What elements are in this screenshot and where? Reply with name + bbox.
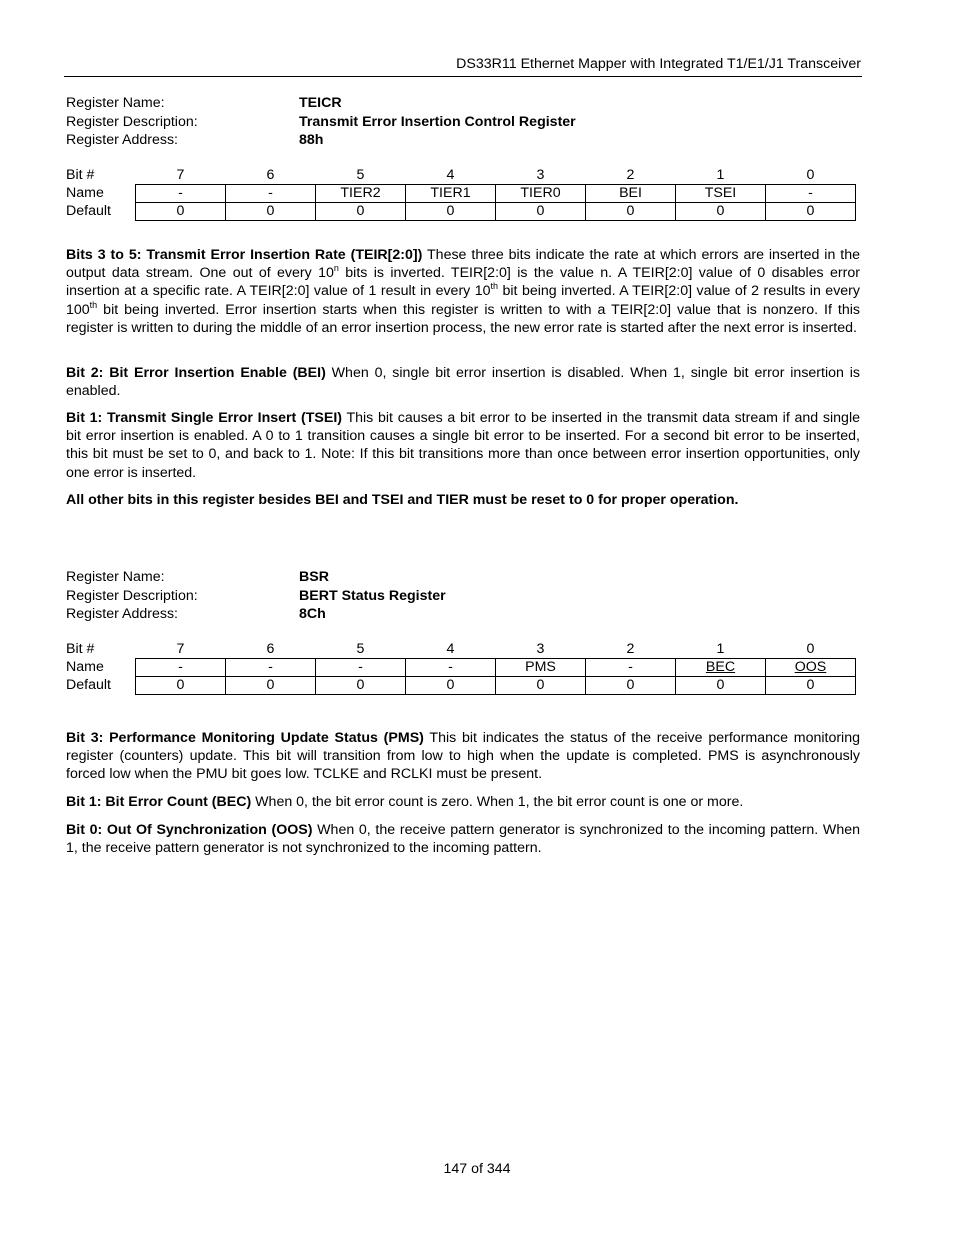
bit-default: 0 (496, 677, 586, 695)
pms-title: Bit 3: Performance Monitoring Update Status (PMS) (66, 730, 424, 746)
bit-default: 0 (136, 677, 226, 695)
bit-name: TIER2 (316, 185, 406, 203)
bit-number: 0 (806, 641, 815, 657)
bit-number: 2 (626, 641, 635, 657)
bit-name: - (226, 185, 316, 203)
bit-number-row (66, 641, 856, 659)
oos-text: When 0, the receive pattern generator is synchronized to the incoming pattern. When 1, the receive pattern generator is not synchronized to the incoming pattern. (66, 822, 860, 857)
bit-default-label: Default (66, 677, 111, 693)
bit-name: TSEI (676, 185, 766, 203)
bit-default: 0 (226, 677, 316, 695)
bit-default: 0 (586, 203, 676, 221)
register-name-value: TEICR (299, 95, 342, 111)
bit-number: 1 (716, 641, 725, 657)
bit-number: 4 (446, 641, 455, 657)
teir-sup-3: th (89, 299, 98, 310)
bit-default: 0 (586, 677, 676, 695)
teir-sup-1: n (333, 263, 339, 274)
bei-description (66, 364, 860, 400)
bit-name: - (766, 185, 856, 203)
bit-name-row (66, 185, 856, 203)
teir-description (66, 246, 860, 337)
bit-default-row (66, 203, 856, 221)
bit-number: 7 (176, 641, 185, 657)
tsei-text: This bit causes a bit error to be inserted in the transmit data stream if and single bit error insertion is enabled. A 0 to 1 transition causes a single bit error to be inserted. For a second bit error to be inserted, this bit must be set to 0, and back to 1. Note: If this bit transitions more than once between error insertion opportunities, only one error is inserted. (66, 410, 860, 481)
bit-name: - (226, 659, 316, 677)
bit-default: 0 (406, 677, 496, 695)
teicr-bit-table (66, 167, 856, 221)
register-address-label: Register Address: (66, 606, 178, 622)
tsei-title: Bit 1: Transmit Single Error Insert (TSEI) (66, 410, 342, 426)
bit-number: 3 (536, 167, 545, 183)
bit-default: 0 (496, 203, 586, 221)
bsr-register-info (66, 568, 446, 624)
bit-name: - (586, 659, 676, 677)
bsr-bit-table (66, 641, 856, 695)
bec-description (66, 793, 860, 811)
register-description-value: Transmit Error Insertion Control Register (299, 113, 576, 130)
document-header-title: DS33R11 Ethernet Mapper with Integrated T1/E1/J1 Transceiver (456, 56, 861, 72)
bit-number-label: Bit # (66, 641, 95, 658)
header-divider (64, 76, 862, 77)
bit-number: 5 (356, 167, 365, 183)
bit-name-row (66, 659, 856, 677)
bit-number: 6 (266, 641, 275, 657)
register-address-label: Register Address: (66, 132, 178, 148)
bit-number: 6 (266, 167, 275, 183)
bit-default: 0 (316, 203, 406, 221)
teir-text-4: bit being inverted. Error insertion starts when this register is written to with a TEIR[2:0] value that is nonzero. If this register is written to during the middle of an error insertion process, the new error rate is started after the next error is inserted. (66, 301, 860, 336)
oos-title: Bit 0: Out Of Synchronization (OOS) (66, 822, 313, 838)
register-description-label: Register Description: (66, 113, 198, 130)
bit-name: PMS (496, 659, 586, 677)
bit-number: 3 (536, 641, 545, 657)
bit-default-label: Default (66, 203, 111, 219)
register-description-value: BERT Status Register (299, 587, 446, 604)
teir-sup-2: th (490, 281, 499, 292)
bit-name: - (316, 659, 406, 677)
bit-number: 2 (626, 167, 635, 183)
bit-default: 0 (406, 203, 496, 221)
bit-number-row (66, 167, 856, 185)
register-name-value: BSR (299, 569, 329, 585)
bit-name: - (136, 185, 226, 203)
oos-description (66, 821, 860, 857)
bit-name: TIER1 (406, 185, 496, 203)
pms-description (66, 729, 860, 784)
bei-text: When 0, single bit error insertion is disabled. When 1, single bit error insertion is enabled. (66, 365, 861, 400)
register-address-value: 88h (299, 132, 324, 148)
bit-default: 0 (676, 677, 766, 695)
bit-default: 0 (676, 203, 766, 221)
bit-default-row (66, 677, 856, 695)
bit-name: - (136, 659, 226, 677)
pms-text: This bit indicates the status of the receive performance monitoring register (counters) update. This bit will transition from low to high when the update is completed. PMS is asynchronously forced low when the PMU bit goes low. TCLKE and RCLKI must be present. (66, 730, 860, 783)
register-name-label: Register Name: (66, 95, 165, 111)
bit-number: 5 (356, 641, 365, 657)
bit-number: 7 (176, 167, 185, 183)
bit-default: 0 (136, 203, 226, 221)
bit-name: BEI (586, 185, 676, 203)
bit-name: - (406, 659, 496, 677)
page-number: 147 of 344 (443, 1161, 511, 1177)
bit-number: 1 (716, 167, 725, 183)
register-address-value: 8Ch (299, 606, 326, 622)
bit-name-label: Name (66, 185, 104, 201)
bit-number: 4 (446, 167, 455, 183)
bit-number: 0 (806, 167, 815, 183)
teir-text-2: bits is inverted. TEIR[2:0] is the value n. A TEIR[2:0] value of 0 disables error insertion at a specific rate. A TEIR[2:0] value of 1 result in every 10 (66, 265, 860, 300)
bec-text: When 0, the bit error count is zero. When 1, the bit error count is one or more. (251, 794, 744, 810)
bit-name: BEC (676, 659, 766, 677)
teir-text-3: bit being inverted. A TEIR[2:0] value of 2 results in every 100 (66, 283, 860, 318)
bit-default: 0 (766, 203, 856, 221)
teicr-register-info (66, 94, 576, 150)
teir-text-1: These three bits indicate the rate at which errors are inserted in the output data stream. One out of every 10 (66, 247, 860, 282)
bit-default: 0 (766, 677, 856, 695)
teicr-note (66, 491, 860, 509)
bit-name-label: Name (66, 659, 104, 675)
bec-title: Bit 1: Bit Error Count (BEC) (66, 794, 252, 810)
tsei-description (66, 409, 860, 482)
bit-number-label: Bit # (66, 167, 95, 184)
bit-name: TIER0 (496, 185, 586, 203)
register-name-label: Register Name: (66, 569, 165, 585)
bit-default: 0 (316, 677, 406, 695)
bit-name: OOS (766, 659, 856, 677)
bit-default: 0 (226, 203, 316, 221)
bei-title: Bit 2: Bit Error Insertion Enable (BEI) (66, 365, 326, 381)
teicr-note-text: All other bits in this register besides BEI and TSEI and TIER must be reset to 0 for proper operation. (66, 492, 739, 508)
register-description-label: Register Description: (66, 587, 198, 604)
teir-title: Bits 3 to 5: Transmit Error Insertion Rate (TEIR[2:0]) (66, 247, 423, 263)
